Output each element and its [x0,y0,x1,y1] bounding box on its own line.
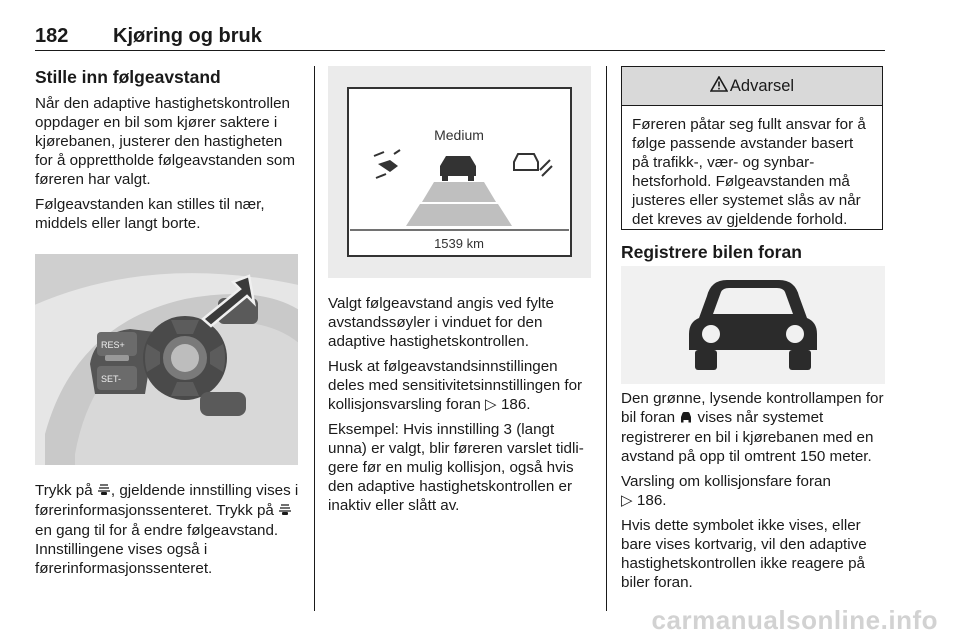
set-minus-label: SET- [101,374,122,384]
following-distance-icon [97,482,111,501]
display-illustration [328,66,591,278]
paragraph-press-button: Trykk på , gjeldende innstilling vises i førerinformasjonssenteret. Trykk på en gang til for å endre følgeavstand. Innstillingene vises også i førerinformasjonssenteret. [35,482,299,577]
page-reference-link[interactable]: 186. [636,492,667,509]
paragraph-sensitivity: Husk at følgeavstandsinnstillingen deles med sensitivitetsinnstillingen for kollisjonsvarsling foran ▷ 186. [328,358,583,413]
vehicle-ahead-icon [679,409,693,428]
steering-wheel-illustration [35,254,298,465]
section-heading-following-distance: Stille inn følgeavstand [35,67,221,87]
page-number: 182 [35,25,69,47]
res-plus-label: RES+ [101,340,125,350]
paragraph: Følgeavstanden kan stilles til nær, middels eller langt borte. [35,196,265,232]
following-distance-icon [278,502,292,521]
paragraph: Eksempel: Hvis innstilling 3 (langt unna) er valgt, blir føreren varslet tidligere før en mulig kollisjon, også hvis den adaptive hastighetskontrollen er inaktiv eller slått av. [328,421,584,514]
vehicle-ahead-large-icon [621,266,885,384]
warning-text: Føreren påtar seg fullt ansvar for å følge passende avstander basert på trafikk-, vær- og synbarhetsforhold. Følgeavstanden må justeres eller systemet slås av når det kreves av gjeldende forhold. [632,116,866,228]
column-divider-right [606,66,607,611]
middle-column [328,294,596,521]
driver-info-display-figure [328,66,591,278]
header-rule [35,50,885,51]
page-reference-icon: ▷ [485,396,497,413]
paragraph: Valgt følgeavstand angis ved fylte avstandssøyler i vinduet for den adaptive hastighetskontrollen. [328,295,554,350]
warning-box [621,66,883,230]
paragraph: Når den adaptive hastighetskontrollen oppdager en bil som kjører saktere i kjørebanen, justerer den hastigheten for å opprettholde følgeavstanden som føreren har valgt. [35,95,296,188]
right-column-heading [621,241,885,269]
paragraph: Hvis dette symbolet ikke vises, eller bare vises kortvarig, vil den adaptive hastighetskontrollen ikke reagere på biler foran. [621,517,867,591]
steering-wheel-figure [35,254,298,465]
paragraph-indicator: Den grønne, lysende kontrollampen for bil foran vises når systemet registrerer en bil i kjørebanen med en avstand på opp til omtrent 150 meter. [621,390,884,465]
chapter-title: Kjøring og bruk [113,25,262,47]
left-column-bottom [35,481,303,584]
warning-header [622,67,882,106]
page-reference-link[interactable]: 186. [500,396,531,413]
page-reference-icon: ▷ [621,492,633,509]
watermark: carmanualsonline.info [651,605,938,635]
paragraph-collision-warning: Varsling om kollisjonsfare foran ▷ 186. [621,473,831,509]
left-column [35,66,303,239]
section-heading-vehicle-ahead: Registrere bilen foran [621,242,802,262]
mode-label: Medium [434,127,484,143]
warning-title: Advarsel [729,76,795,95]
column-divider-left [314,66,315,611]
odometer-readout: 1539 km [434,236,484,251]
warning-icon [710,76,728,97]
vehicle-ahead-figure [621,266,885,384]
right-column [621,389,885,598]
